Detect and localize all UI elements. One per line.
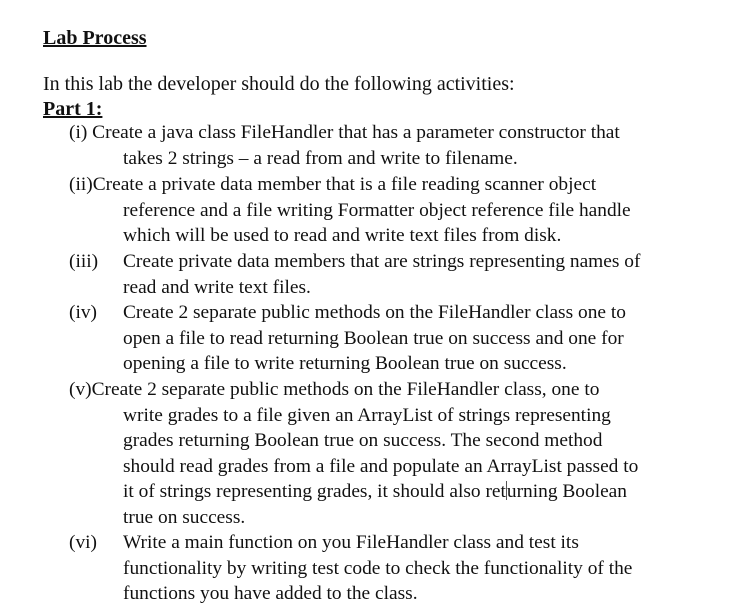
- list-item-line: Create private data members that are strings representing names of: [123, 251, 641, 272]
- list-item-line: functions you have added to the class.: [123, 583, 418, 605]
- list-marker: (iv): [69, 302, 97, 323]
- section-heading: Lab Process: [43, 27, 147, 49]
- list-item: [69, 172, 631, 249]
- list-item: [69, 249, 640, 300]
- list-item: [69, 377, 638, 531]
- list-item-line: which will be used to read and write text files from disk.: [123, 225, 562, 247]
- intro-paragraph: In this lab the developer should do the following activities:: [43, 73, 515, 95]
- list-item-text: Create a java class FileHandler that has a parameter constructor that: [92, 122, 620, 143]
- list-item-line: open a file to read returning Boolean true on success and one for: [123, 327, 624, 349]
- list-marker: (i): [69, 122, 88, 143]
- list-item-text: urning Boolean: [506, 481, 627, 503]
- list-item-line: opening a file to write returning Boolean true on success.: [123, 353, 567, 375]
- list-marker: (ii): [69, 174, 93, 195]
- list-item-line: read and write text files.: [123, 276, 311, 298]
- list-item-line: [69, 120, 620, 146]
- list-item-text: it of strings representing grades, it should also ret: [123, 481, 506, 503]
- list-item: [69, 120, 620, 171]
- list-item-line: [69, 479, 638, 505]
- list-item-line: Create 2 separate public methods on the FileHandler class one to: [123, 302, 626, 323]
- list-item-line: write grades to a file given an ArrayList of strings representing: [123, 404, 611, 426]
- list-item-line: [69, 172, 631, 198]
- list-item-line: functionality by writing test code to check the functionality of the: [123, 557, 633, 579]
- list-marker: (v): [69, 379, 92, 400]
- list-item-line: Write a main function on you FileHandler class and test its: [123, 532, 579, 553]
- list-item-text: Create 2 separate public methods on the FileHandler class, one to: [91, 379, 600, 400]
- list-item-line: true on success.: [123, 506, 246, 528]
- list-item: [69, 530, 632, 607]
- list-item-text: Create a private data member that is a file reading scanner object: [92, 174, 597, 195]
- list-item-line: takes 2 strings – a read from and write to filename.: [123, 147, 518, 169]
- list-item-line: [69, 377, 638, 403]
- list-marker: (iii): [69, 251, 99, 272]
- list-item-line: grades returning Boolean true on success. The second method: [123, 430, 603, 452]
- list-item: [69, 300, 626, 377]
- list-item-line: reference and a file writing Formatter object reference file handle: [123, 199, 631, 221]
- part-label: Part 1:: [43, 98, 103, 120]
- list-marker: (vi): [69, 532, 97, 553]
- list-item-line: should read grades from a file and populate an ArrayList passed to: [123, 455, 639, 477]
